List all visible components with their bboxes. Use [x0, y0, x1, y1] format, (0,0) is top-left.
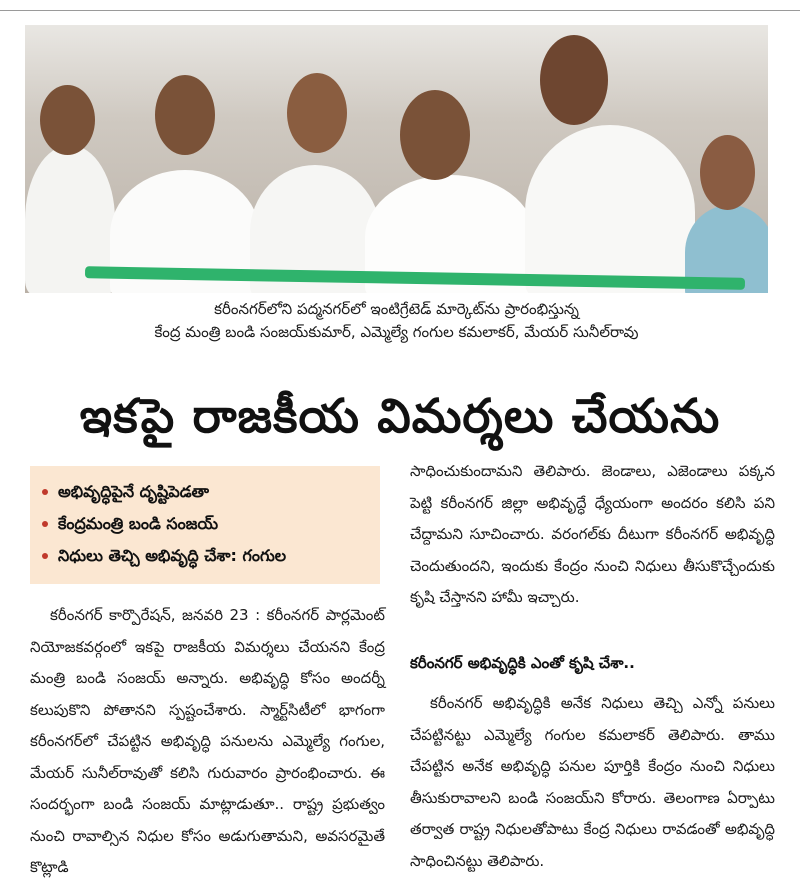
highlight-text: కేంద్రమంత్రి బండి సంజయ్: [58, 514, 219, 533]
photo-head: [155, 75, 215, 155]
photo-head: [540, 35, 608, 125]
highlight-item: [42, 476, 368, 508]
top-rule: [0, 0, 800, 11]
bullet-icon: [42, 521, 48, 527]
article-paragraph: సాధించుకుందామని తెలిపారు. జెండాలు, ఎజెండాలు పక్కన పెట్టి కరీంనగర్ జిల్లా అభివృద్ధే ధ్యేయంగా అందరం కలిసి పని చేద్దామని సూచించారు. వరంగల్‌కు దీటుగా కరీంనగర్ అభివృద్ధి చెందుతుందని, ఇందుకు కేంద్రం నుంచి నిధులు తీసుకొచ్చేందుకు కృషి చేస్తానని హామీ ఇచ్చారు.: [410, 462, 775, 606]
caption-line-2: కేంద్ర మంత్రి బండి సంజయ్‌కుమార్, ఎమ్మెల్యే గంగుల కమలాకర్, మేయర్ సునీల్‌రావు: [154, 323, 639, 341]
news-photo: [25, 25, 768, 293]
photo-head: [40, 85, 95, 155]
photo-head: [700, 135, 755, 210]
highlight-text: అభివృద్ధిపైనే దృష్టిపెడతా: [58, 482, 210, 501]
caption-line-1: కరీంనగర్‌లోని పద్మనగర్‌లో ఇంటిగ్రేటెడ్ మార్కెట్‌ను ప్రారంభిస్తున్న: [214, 300, 579, 318]
article-column-right-lower: [410, 688, 775, 877]
subheading: కరీంనగర్ అభివృద్ధికి ఎంతో కృషి చేశా..: [410, 654, 635, 672]
article-column-left: [30, 600, 385, 884]
highlights-box: [30, 466, 380, 584]
article-paragraph: కరీంనగర్ అభివృద్ధికి అనేక నిధులు తెచ్చి ఎన్నో పనులు చేపట్టినట్టు ఎమ్మెల్యే గంగుల కమలాకర్ తెలిపారు. తాము చేపట్టిన అనేక అభివృద్ధి పనుల పూర్తికి కేంద్రం నుంచి నిధులు తీసుకురావాలని బండి సంజయ్‌ని కోరారు. తెలంగాణ ఏర్పాటు తర్వాత రాష్ట్ర నిధులతోపాటు కేంద్ర నిధులు రావడంతో అభివృద్ధి సాధించినట్టు తెలిపారు.: [410, 694, 775, 870]
photo-head: [400, 90, 470, 180]
photo-person: [525, 125, 695, 293]
highlight-item: [42, 540, 368, 572]
highlight-item: [42, 508, 368, 540]
article-paragraph: కరీంనగర్ కార్పొరేషన్, జనవరి 23 : కరీంనగర్ పార్లమెంట్ నియోజకవర్గంలో ఇకపై రాజకీయ విమర్శలు చేయనని కేంద్ర మంత్రి బండి సంజయ్ అన్నారు. అభివృద్ధి కోసం అందర్నీ కలుపుకొని పోతానని స్పష్టంచేశారు. స్మార్ట్‌సిటీలో భాగంగా కరీంనగర్‌లో చేపట్టిన అభివృద్ధి పనులను ఎమ్మెల్యే గంగుల, మేయర్ సునీల్‌రావుతో కలిసి గురువారం ప్రారంభించారు. ఈ సందర్భంగా బండి సంజయ్ మాట్లాడుతూ.. రాష్ట్ర ప్రభుత్వం నుంచి రావాల్సిన నిధుల కోసం అడుగుతామని, అవసరమైతే కొట్లాడి: [30, 606, 385, 876]
bullet-icon: [42, 553, 48, 559]
photo-head: [287, 73, 347, 153]
bullet-icon: [42, 489, 48, 495]
photo-caption: [25, 298, 768, 344]
headline: ఇకపై రాజకీయ విమర్శలు చేయను: [79, 389, 721, 444]
highlights-list: [42, 476, 368, 572]
article-column-right: [410, 456, 775, 614]
highlight-text: నిధులు తెచ్చి అభివృద్ధి చేశా: గంగుల: [58, 546, 287, 565]
